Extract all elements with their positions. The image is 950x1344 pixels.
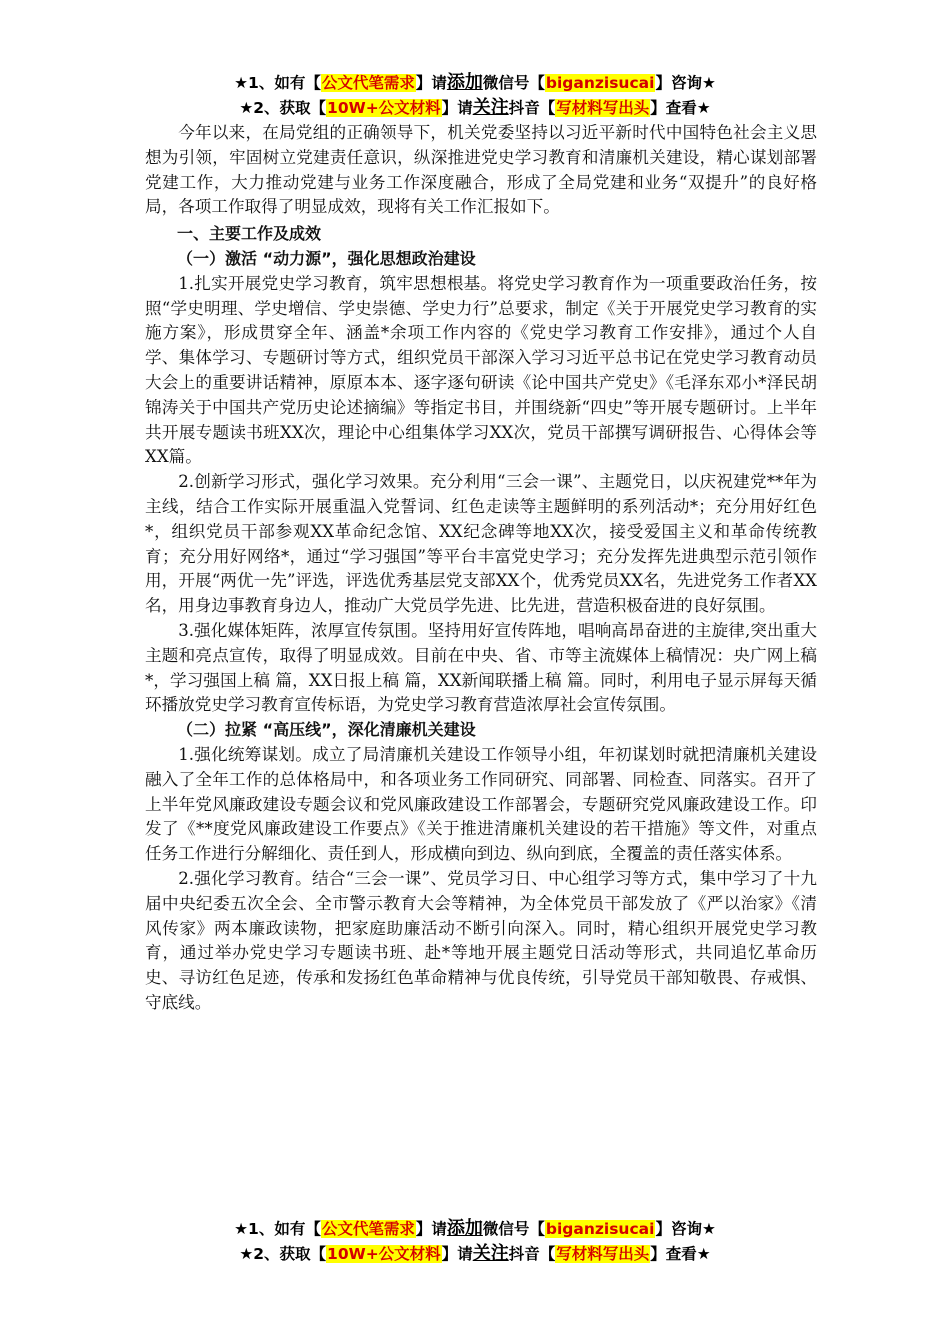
- banner-text: 】请: [441, 1245, 473, 1263]
- banner-douyin-id: 写材料写出头: [556, 99, 650, 117]
- banner-text: 微信号【: [482, 74, 545, 92]
- banner-emphasis: 关注: [472, 97, 509, 118]
- banner-text: 抖音【: [508, 1245, 556, 1263]
- banner-wechat-id: biganzisucai: [545, 74, 655, 92]
- banner-text: 】查看★: [650, 99, 711, 117]
- banner-emphasis: 添加: [446, 1218, 483, 1239]
- intro-paragraph: 今年以来，在局党组的正确领导下，机关党委坚持以习近平新时代中国特色社会主义思想为引领，牢固树立党建责任意识，纵深推进党史学习教育和清廉机关建设，精心谋划部署党建工作，大力推动党建与业务工作深度融合，形成了全局党建和业务“双提升”的良好格局，各项工作取得了明显成效，现将有关工作汇报如下。: [145, 123, 817, 217]
- banner-text: ★2、获取【: [239, 99, 327, 117]
- banner-douyin-id: 写材料写出头: [556, 1245, 650, 1263]
- body-paragraph: 2.强化学习教育。结合“三会一课”、党员学习日、中心组学习等方式，集中学习了十九届中央纪委五次全会、全市警示教育大会等精神，为全体党员干部发放了《严以治家》《清风传家》两本廉政读物，把家庭助廉活动不断引向深入。同时，精心组织开展党史学习教育，通过举办党史学习专题读书班、赴*等地开展主题党日活动等形式，共同追忆革命历史、寻访红色足迹，传承和发扬红色革命精神与优良传统，引导党员干部知敬畏、存戒惧、守底线。: [145, 868, 817, 1012]
- banner-text: ★1、如有【: [234, 74, 321, 92]
- banner-line-2: [0, 1241, 950, 1266]
- document-body: [145, 121, 817, 1016]
- banner-highlight: 10W+公文材料: [327, 1245, 441, 1263]
- banner-line-2: [0, 95, 950, 120]
- banner-highlight: 10W+公文材料: [327, 99, 441, 117]
- banner-emphasis: 关注: [472, 1243, 509, 1264]
- banner-text: 】查看★: [650, 1245, 711, 1263]
- banner-text: 】咨询★: [655, 1220, 716, 1238]
- banner-text: ★2、获取【: [239, 1245, 327, 1263]
- footer-banner: [0, 1216, 950, 1266]
- banner-text: 】请: [441, 99, 473, 117]
- banner-emphasis: 添加: [446, 72, 483, 93]
- banner-text: 】请: [415, 1220, 447, 1238]
- banner-line-1: [0, 70, 950, 95]
- subsection-heading: （一）激活 “动力源”，强化思想政治建设: [177, 248, 476, 268]
- section-heading: 一、主要工作及成效: [177, 224, 322, 244]
- body-paragraph: 1.扎实开展党史学习教育，筑牢思想根基。将党史学习教育作为一项重要政治任务，按照“学史明理、学史增信、学史崇德、学史力行”总要求，制定《关于开展党史学习教育的实施方案》，形成贯穿全年、涵盖*余项工作内容的《党史学习教育工作安排》，通过个人自学、集体学习、专题研讨等方式，组织党员干部深入学习习近平总书记在党史学习教育动员大会上的重要讲话精神，原原本本、逐字逐句研读《论中国共产党史》《毛泽东邓小*泽民胡锦涛关于中国共产党历史论述摘编》等指定书目，并围绕新“四史”等开展专题研讨。上半年共开展专题读书班XX次，理论中心组集体学习XX次，党员干部撰写调研报告、心得体会等XX篇。: [145, 273, 817, 467]
- banner-text: 微信号【: [482, 1220, 545, 1238]
- body-paragraph: 2.创新学习形式，强化学习效果。充分利用“三会一课”、主题党日，以庆祝建党**年为主线，结合工作实际开展重温入党誓词、红色走读等主题鲜明的系列活动*；充分用好红色*，组织党员干部参观XX革命纪念馆、XX纪念碑等地XX次，接受爱国主义和革命传统教育；充分用好网络*，通过“学习强国”等平台丰富党史学习；充分发挥先进典型示范引领作用，开展“两优一先”评选，评选优秀基层党支部XX个，优秀党员XX名，先进党务工作者XX名，用身边事教育身边人，推动广大党员学先进、比先进，营造积极奋进的良好氛围。: [145, 472, 817, 616]
- banner-wechat-id: biganzisucai: [545, 1220, 655, 1238]
- banner-text: 】咨询★: [655, 74, 716, 92]
- body-paragraph: 3.强化媒体矩阵，浓厚宣传氛围。坚持用好宣传阵地，唱响高昂奋进的主旋律,突出重大主题和亮点宣传，取得了明显成效。目前在中央、省、市等主流媒体上稿情况：央广网上稿*，学习强国上稿 篇，XX日报上稿 篇，XX新闻联播上稿 篇。同时，利用电子显示屏每天循环播放党史学习教育宣传标语，为党史学习教育营造浓厚社会宣传氛围。: [145, 620, 817, 715]
- banner-text: 】请: [415, 74, 447, 92]
- header-banner: [0, 70, 950, 120]
- banner-text: ★1、如有【: [234, 1220, 321, 1238]
- banner-highlight: 公文代笔需求: [321, 1220, 415, 1238]
- subsection-heading: （二）拉紧 “高压线”，深化清廉机关建设: [177, 720, 476, 740]
- banner-line-1: [0, 1216, 950, 1241]
- banner-highlight: 公文代笔需求: [321, 74, 415, 92]
- banner-text: 抖音【: [508, 99, 556, 117]
- body-paragraph: 1.强化统筹谋划。成立了局清廉机关建设工作领导小组，年初谋划时就把清廉机关建设融入了全年工作的总体格局中，和各项业务工作同研究、同部署、同检查、同落实。召开了上半年党风廉政建设专题会议和党风廉政建设工作部署会，专题研究党风廉政建设工作。印发了《**度党风廉政建设工作要点》《关于推进清廉机关建设的若干措施》等文件，对重点任务工作进行分解细化、责任到人，形成横向到边、纵向到底，全覆盖的责任落实体系。: [145, 744, 817, 864]
